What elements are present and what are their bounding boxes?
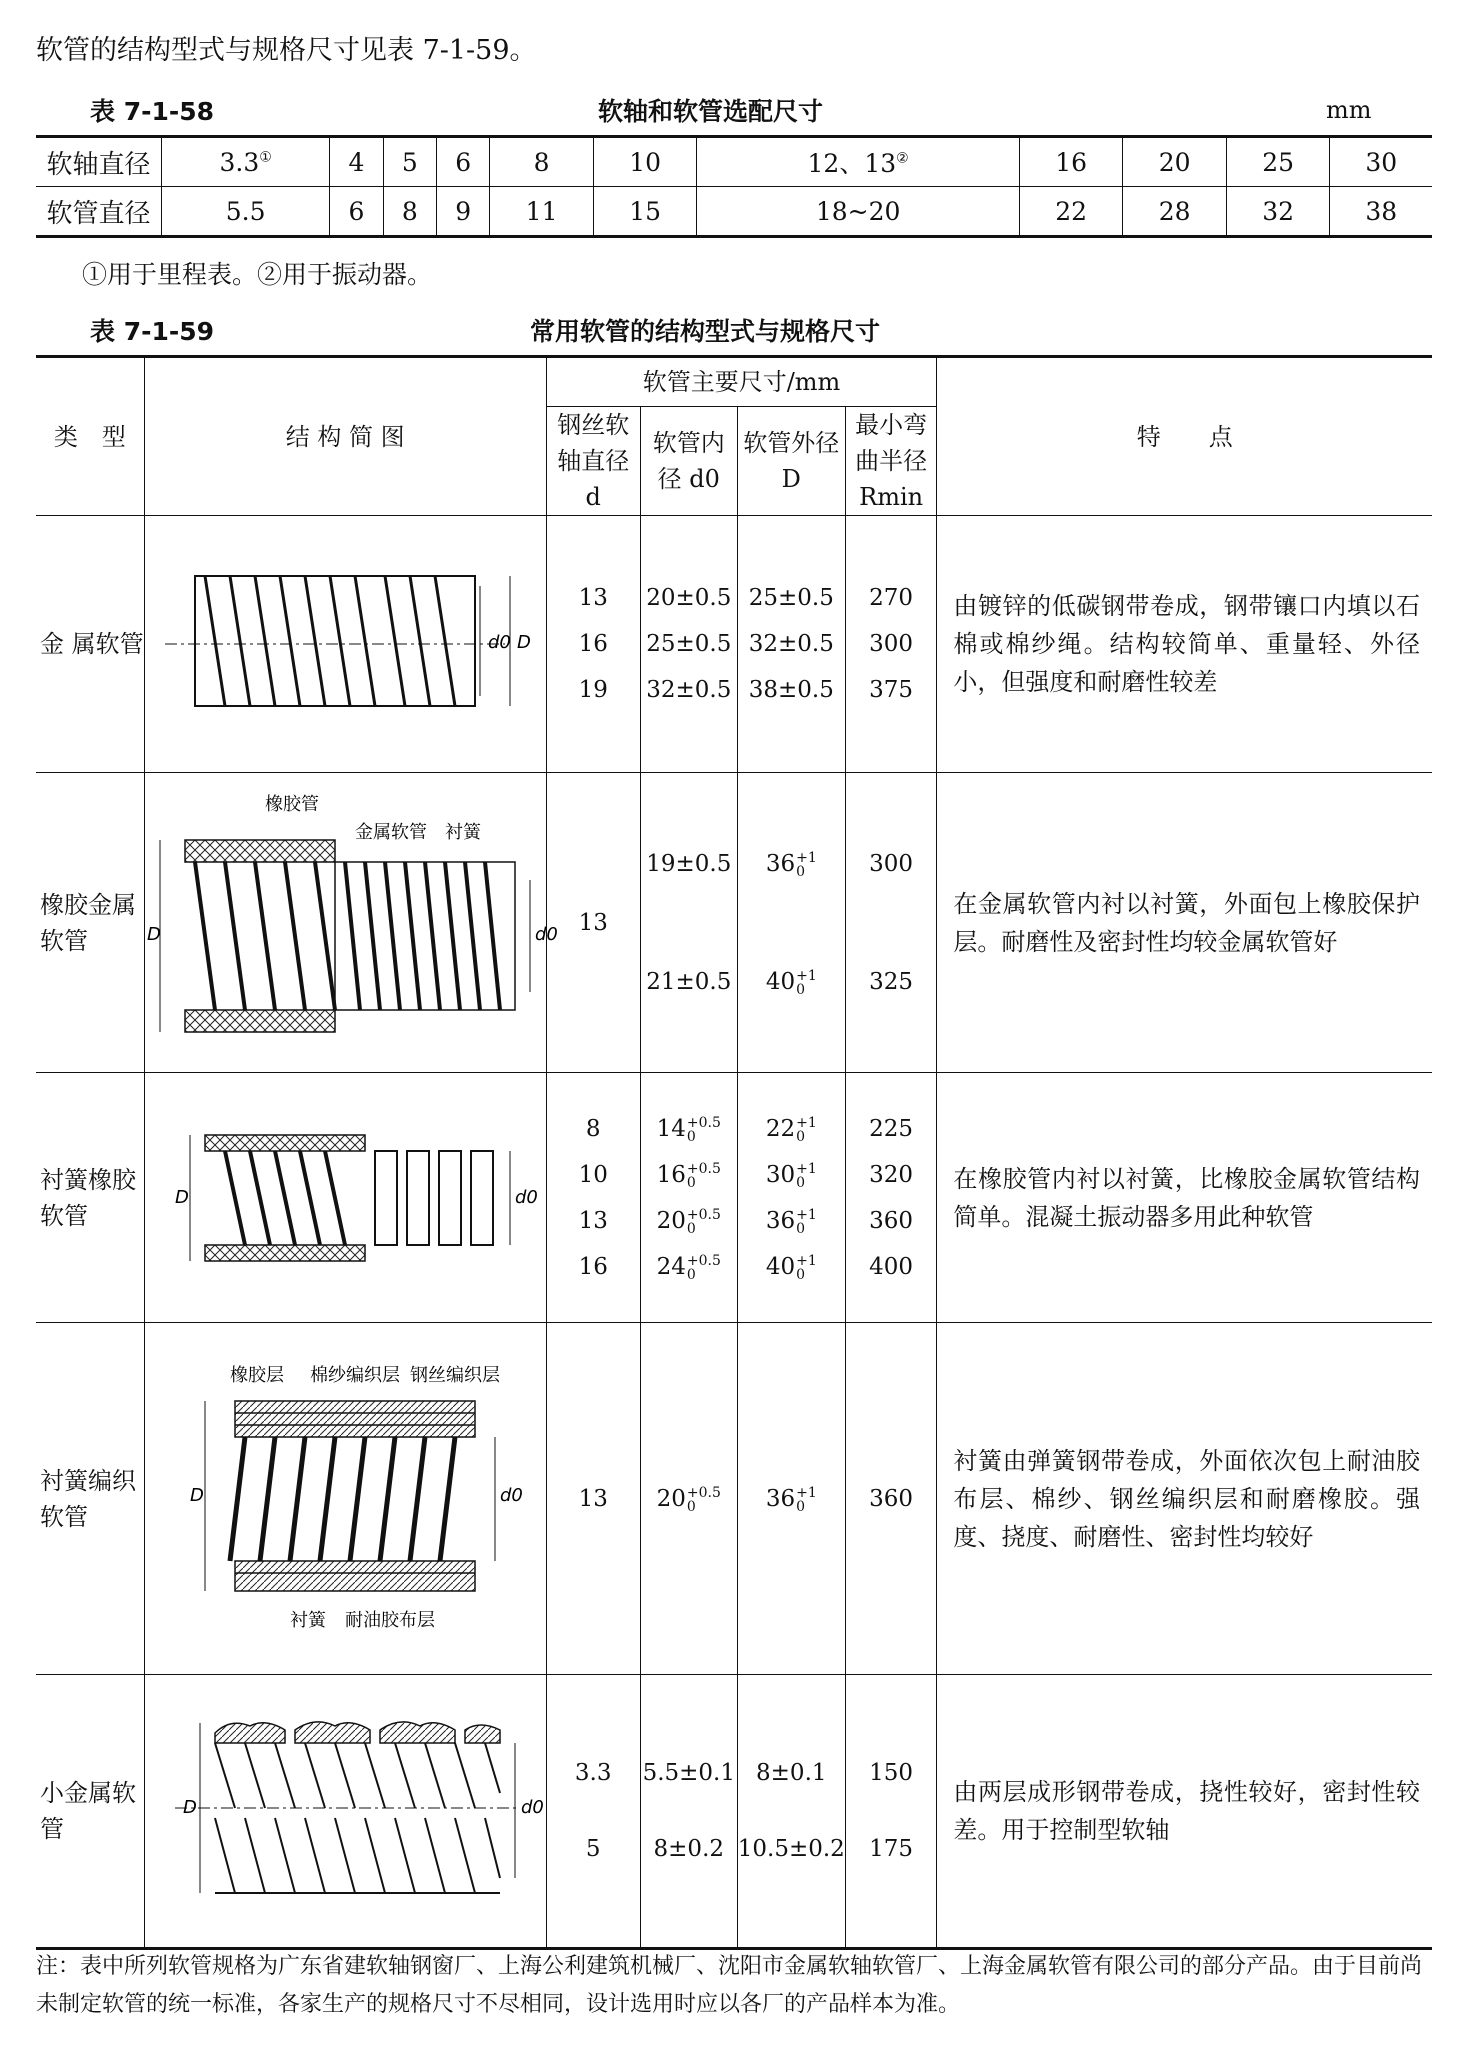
lower: 0 xyxy=(796,1498,806,1515)
label-metal-hose: 金属软管 xyxy=(355,821,428,843)
d0-cell xyxy=(640,1073,737,1323)
value: 19±0.5 xyxy=(646,850,732,877)
diagram-spring-braided-hose xyxy=(144,1323,546,1675)
table59 xyxy=(36,355,1432,1950)
table58-row-hose xyxy=(36,187,1432,237)
cell xyxy=(162,137,330,187)
D-label: D xyxy=(147,923,161,945)
cell: 5.5 xyxy=(162,187,330,237)
tolerance xyxy=(687,1208,721,1236)
base: 24 xyxy=(656,1253,686,1280)
value: 300 xyxy=(869,850,914,877)
value: 16 xyxy=(578,1253,608,1280)
base: 36 xyxy=(765,1207,796,1234)
feature-cell: 在橡胶管内衬以衬簧，比橡胶金属软管结构简单。混凝土振动器多用此种软管 xyxy=(937,1073,1432,1323)
R-cell xyxy=(845,1323,937,1675)
table59-row-spring-rubber-hose xyxy=(36,1073,1432,1323)
cell: 25 xyxy=(1226,137,1330,187)
upper: +0.5 xyxy=(686,1114,721,1131)
table59-row-small-metal-hose xyxy=(36,1675,1432,1949)
value xyxy=(641,1198,737,1244)
value xyxy=(641,1106,737,1152)
value: 25±0.5 xyxy=(646,631,732,657)
cell: 28 xyxy=(1123,187,1227,237)
value xyxy=(641,1152,737,1198)
base: 36 xyxy=(765,1485,796,1512)
table58-footnote: ①用于里程表。②用于振动器。 xyxy=(82,260,433,289)
lower: 0 xyxy=(686,1498,696,1515)
label-wire-braid: 钢丝编织层 xyxy=(410,1364,501,1386)
feature-cell: 在金属软管内衬以衬簧，外面包上橡胶保护层。耐磨性及密封性均较金属软管好 xyxy=(937,773,1432,1073)
value: 3.3 xyxy=(574,1760,612,1786)
cell: 30 xyxy=(1330,137,1432,187)
footnote-mark: ① xyxy=(259,149,272,166)
row-label: 软管直径 xyxy=(36,187,162,237)
table58-row-shaft xyxy=(36,137,1432,187)
base: 36 xyxy=(765,850,796,877)
table59-row-metal-hose xyxy=(36,516,1432,773)
tolerance xyxy=(796,1116,817,1144)
diagram-rubber-metal-hose xyxy=(144,773,559,1073)
type-cell: 衬簧编织软管 xyxy=(36,1323,144,1675)
value: 13 xyxy=(578,1207,608,1234)
lower: 0 xyxy=(686,1174,696,1191)
D-label: D xyxy=(183,1797,197,1818)
table59-header-row1 xyxy=(36,357,1432,407)
table58-number: 表 7-1-58 xyxy=(90,97,215,126)
feature-cell: 衬簧由弹簧钢带卷成，外面依次包上耐油胶布层、棉纱、钢丝编织层和耐磨橡胶。强度、挠度、耐磨性、密封性均较好 xyxy=(937,1323,1432,1675)
upper: +0.5 xyxy=(686,1206,721,1223)
cell: 6 xyxy=(330,187,383,237)
header-type: 类 型 xyxy=(36,357,144,516)
value: 225 xyxy=(869,1115,914,1142)
table58-unit: mm xyxy=(1326,96,1372,124)
base: 16 xyxy=(656,1161,686,1188)
cell: 16 xyxy=(1019,137,1123,187)
spring-braided-hose-diagram xyxy=(145,1351,545,1641)
header-inner-diameter xyxy=(640,407,737,516)
lower: 0 xyxy=(686,1128,696,1145)
cell: 20 xyxy=(1123,137,1227,187)
D-label: D xyxy=(517,632,531,653)
D-cell xyxy=(737,1073,845,1323)
label-liner-spring: 衬簧 xyxy=(445,821,482,843)
header-text: 钢丝软轴直径 d xyxy=(557,411,630,511)
table59-row-spring-braided-hose xyxy=(36,1323,1432,1675)
label-cotton-braid: 棉纱编织层 xyxy=(310,1364,401,1386)
value: 16 xyxy=(578,631,608,657)
value xyxy=(738,1476,845,1522)
cell: 11 xyxy=(490,187,594,237)
diagram-metal-hose xyxy=(144,516,546,773)
cell: 5 xyxy=(383,137,436,187)
value: 20±0.5 xyxy=(646,585,732,611)
upper: +0.5 xyxy=(686,1252,721,1269)
value: 21±0.5 xyxy=(646,968,732,995)
base: 14 xyxy=(656,1115,686,1142)
lower: 0 xyxy=(796,981,806,998)
tolerance xyxy=(687,1254,721,1282)
value: 150 xyxy=(869,1760,914,1786)
header-main-dims: 软管主要尺寸/mm xyxy=(546,357,937,407)
value xyxy=(738,1244,845,1290)
value: 5.5±0.1 xyxy=(642,1760,735,1786)
type-cell: 小金属软管 xyxy=(36,1675,144,1949)
type-cell: 衬簧橡胶软管 xyxy=(36,1073,144,1323)
value: 13 xyxy=(578,1485,608,1512)
value: 360 xyxy=(869,1485,914,1512)
header-text: 软管内径 d0 xyxy=(652,429,725,493)
d0-label: d0 xyxy=(515,1186,539,1208)
d0-cell xyxy=(640,1323,737,1675)
table59-number: 表 7-1-59 xyxy=(90,317,215,346)
upper: +1 xyxy=(796,967,817,984)
value: 360 xyxy=(869,1207,914,1234)
value: 375 xyxy=(869,677,914,703)
R-cell xyxy=(845,773,937,1073)
cell: 18~20 xyxy=(697,187,1019,237)
upper: +1 xyxy=(796,1206,817,1223)
D-label: D xyxy=(175,1186,189,1208)
value xyxy=(738,923,845,1041)
cell: 9 xyxy=(436,187,489,237)
d0-label: d0 xyxy=(488,632,512,653)
base: 20 xyxy=(656,1485,686,1512)
lower: 0 xyxy=(796,863,806,880)
intro-text: 软管的结构型式与规格尺寸见表 7-1-59。 xyxy=(36,35,537,66)
D-label: D xyxy=(190,1484,204,1506)
cell: 8 xyxy=(383,187,436,237)
base: 22 xyxy=(765,1115,796,1142)
feature-cell: 由两层成形钢带卷成，挠性较好，密封性较差。用于控制型软轴 xyxy=(937,1675,1432,1949)
lower: 0 xyxy=(796,1174,806,1191)
upper: +1 xyxy=(796,1114,817,1131)
d0-label: d0 xyxy=(500,1484,524,1506)
value: 10 xyxy=(578,1161,608,1188)
d0-cell xyxy=(640,773,737,1073)
small-metal-hose-diagram xyxy=(145,1688,545,1928)
label-liner-spring: 衬簧 xyxy=(290,1609,327,1631)
table59-row-rubber-metal-hose xyxy=(36,773,1432,1073)
value: 10.5±0.2 xyxy=(737,1836,845,1862)
upper: +1 xyxy=(796,1484,817,1501)
base: 30 xyxy=(765,1161,796,1188)
table59-title: 常用软管的结构型式与规格尺寸 xyxy=(530,317,881,346)
d-cell xyxy=(546,773,640,1073)
R-cell xyxy=(845,1675,937,1949)
row-label: 软轴直径 xyxy=(36,137,162,187)
value: 8±0.2 xyxy=(653,1836,725,1862)
tolerance xyxy=(796,1162,817,1190)
spring-rubber-hose-diagram xyxy=(145,1095,545,1295)
lower: 0 xyxy=(796,1128,806,1145)
upper: +0.5 xyxy=(686,1160,721,1177)
lower: 0 xyxy=(796,1266,806,1283)
lower: 0 xyxy=(686,1220,696,1237)
header-min-bend-radius xyxy=(845,407,937,516)
value: 400 xyxy=(869,1253,914,1280)
table59-note: 注：表中所列软管规格为广东省建软轴钢窗厂、上海公利建筑机械厂、沈阳市金属软轴软管厂、上海金属软管有限公司的部分产品。由于目前尚未制定软管的统一标准，各家生产的规格尺寸不尽相同，设计选用时应以各厂的产品样本为准。 xyxy=(36,1954,1423,2017)
lower: 0 xyxy=(686,1266,696,1283)
type-cell: 金 属软管 xyxy=(36,516,144,773)
upper: +1 xyxy=(796,1160,817,1177)
value: 175 xyxy=(869,1836,914,1862)
label-rubber-tube: 橡胶管 xyxy=(265,793,320,815)
d0-cell xyxy=(640,1675,737,1949)
cell: 6 xyxy=(436,137,489,187)
d0-cell xyxy=(640,516,737,773)
table58 xyxy=(36,135,1432,238)
upper: +1 xyxy=(796,849,817,866)
value: 38±0.5 xyxy=(748,677,834,703)
value: 32±0.5 xyxy=(646,677,732,703)
cell: 15 xyxy=(593,187,697,237)
tolerance xyxy=(796,969,817,997)
header-text: 最小弯曲半径 Rmin xyxy=(855,411,928,511)
type-cell: 橡胶金属软管 xyxy=(36,773,144,1073)
label-rubber-layer: 橡胶层 xyxy=(230,1364,285,1386)
value: 19 xyxy=(578,677,608,703)
value: 270 xyxy=(869,585,914,611)
header-outer-diameter xyxy=(737,407,845,516)
cell: 22 xyxy=(1019,187,1123,237)
cell xyxy=(697,137,1019,187)
header-diagram: 结 构 简 图 xyxy=(144,357,546,516)
value: 13 xyxy=(578,585,608,611)
D-cell xyxy=(737,516,845,773)
tolerance xyxy=(796,1254,817,1282)
base: 20 xyxy=(656,1207,686,1234)
cell-value: 3.3 xyxy=(219,147,260,177)
metal-hose-diagram xyxy=(145,516,545,766)
d-cell xyxy=(546,516,640,773)
tolerance xyxy=(796,851,817,879)
value: 8±0.1 xyxy=(756,1760,827,1786)
lower: 0 xyxy=(796,1220,806,1237)
tolerance xyxy=(796,1486,817,1514)
value: 13 xyxy=(578,909,608,936)
base: 40 xyxy=(765,1253,796,1280)
value: 5 xyxy=(585,1836,601,1862)
value: 325 xyxy=(869,968,914,995)
d-cell xyxy=(546,1675,640,1949)
feature-cell: 由镀锌的低碳钢带卷成，钢带镶口内填以石棉或棉纱绳。结构较简单、重量轻、外径小，但强度和耐磨性较差 xyxy=(937,516,1432,773)
value: 320 xyxy=(869,1161,914,1188)
value: 300 xyxy=(869,631,914,657)
value xyxy=(738,805,845,923)
cell: 8 xyxy=(490,137,594,187)
cell: 38 xyxy=(1330,187,1432,237)
d0-label: d0 xyxy=(535,923,559,945)
diagram-small-metal-hose xyxy=(144,1675,546,1949)
value: 8 xyxy=(585,1115,601,1142)
base: 40 xyxy=(765,968,796,995)
header-wire-shaft-diameter xyxy=(546,407,640,516)
D-cell xyxy=(737,773,845,1073)
cell: 32 xyxy=(1226,187,1330,237)
value: 25±0.5 xyxy=(748,585,834,611)
rubber-metal-hose-diagram xyxy=(145,780,559,1060)
table58-title: 软轴和软管选配尺寸 xyxy=(598,97,824,126)
label-oil-cloth: 耐油胶布层 xyxy=(345,1609,436,1631)
value: 32±0.5 xyxy=(748,631,834,657)
cell: 4 xyxy=(330,137,383,187)
value xyxy=(738,1152,845,1198)
value xyxy=(641,1244,737,1290)
header-feature: 特 点 xyxy=(937,357,1432,516)
d0-label: d0 xyxy=(521,1797,545,1818)
tolerance xyxy=(687,1486,721,1514)
value xyxy=(641,1476,737,1522)
diagram-spring-rubber-hose xyxy=(144,1073,546,1323)
d-cell xyxy=(546,1073,640,1323)
D-cell xyxy=(737,1675,845,1949)
value xyxy=(738,1198,845,1244)
cell-value: 12、13 xyxy=(807,149,897,178)
cell: 10 xyxy=(593,137,697,187)
R-cell xyxy=(845,516,937,773)
tolerance xyxy=(796,1208,817,1236)
header-text: 软管外径 D xyxy=(743,429,840,493)
d-cell xyxy=(546,1323,640,1675)
upper: +1 xyxy=(796,1252,817,1269)
D-cell xyxy=(737,1323,845,1675)
footnote-mark: ② xyxy=(896,150,909,167)
value xyxy=(738,1106,845,1152)
tolerance xyxy=(687,1116,721,1144)
tolerance xyxy=(687,1162,721,1190)
upper: +0.5 xyxy=(686,1484,721,1501)
R-cell xyxy=(845,1073,937,1323)
